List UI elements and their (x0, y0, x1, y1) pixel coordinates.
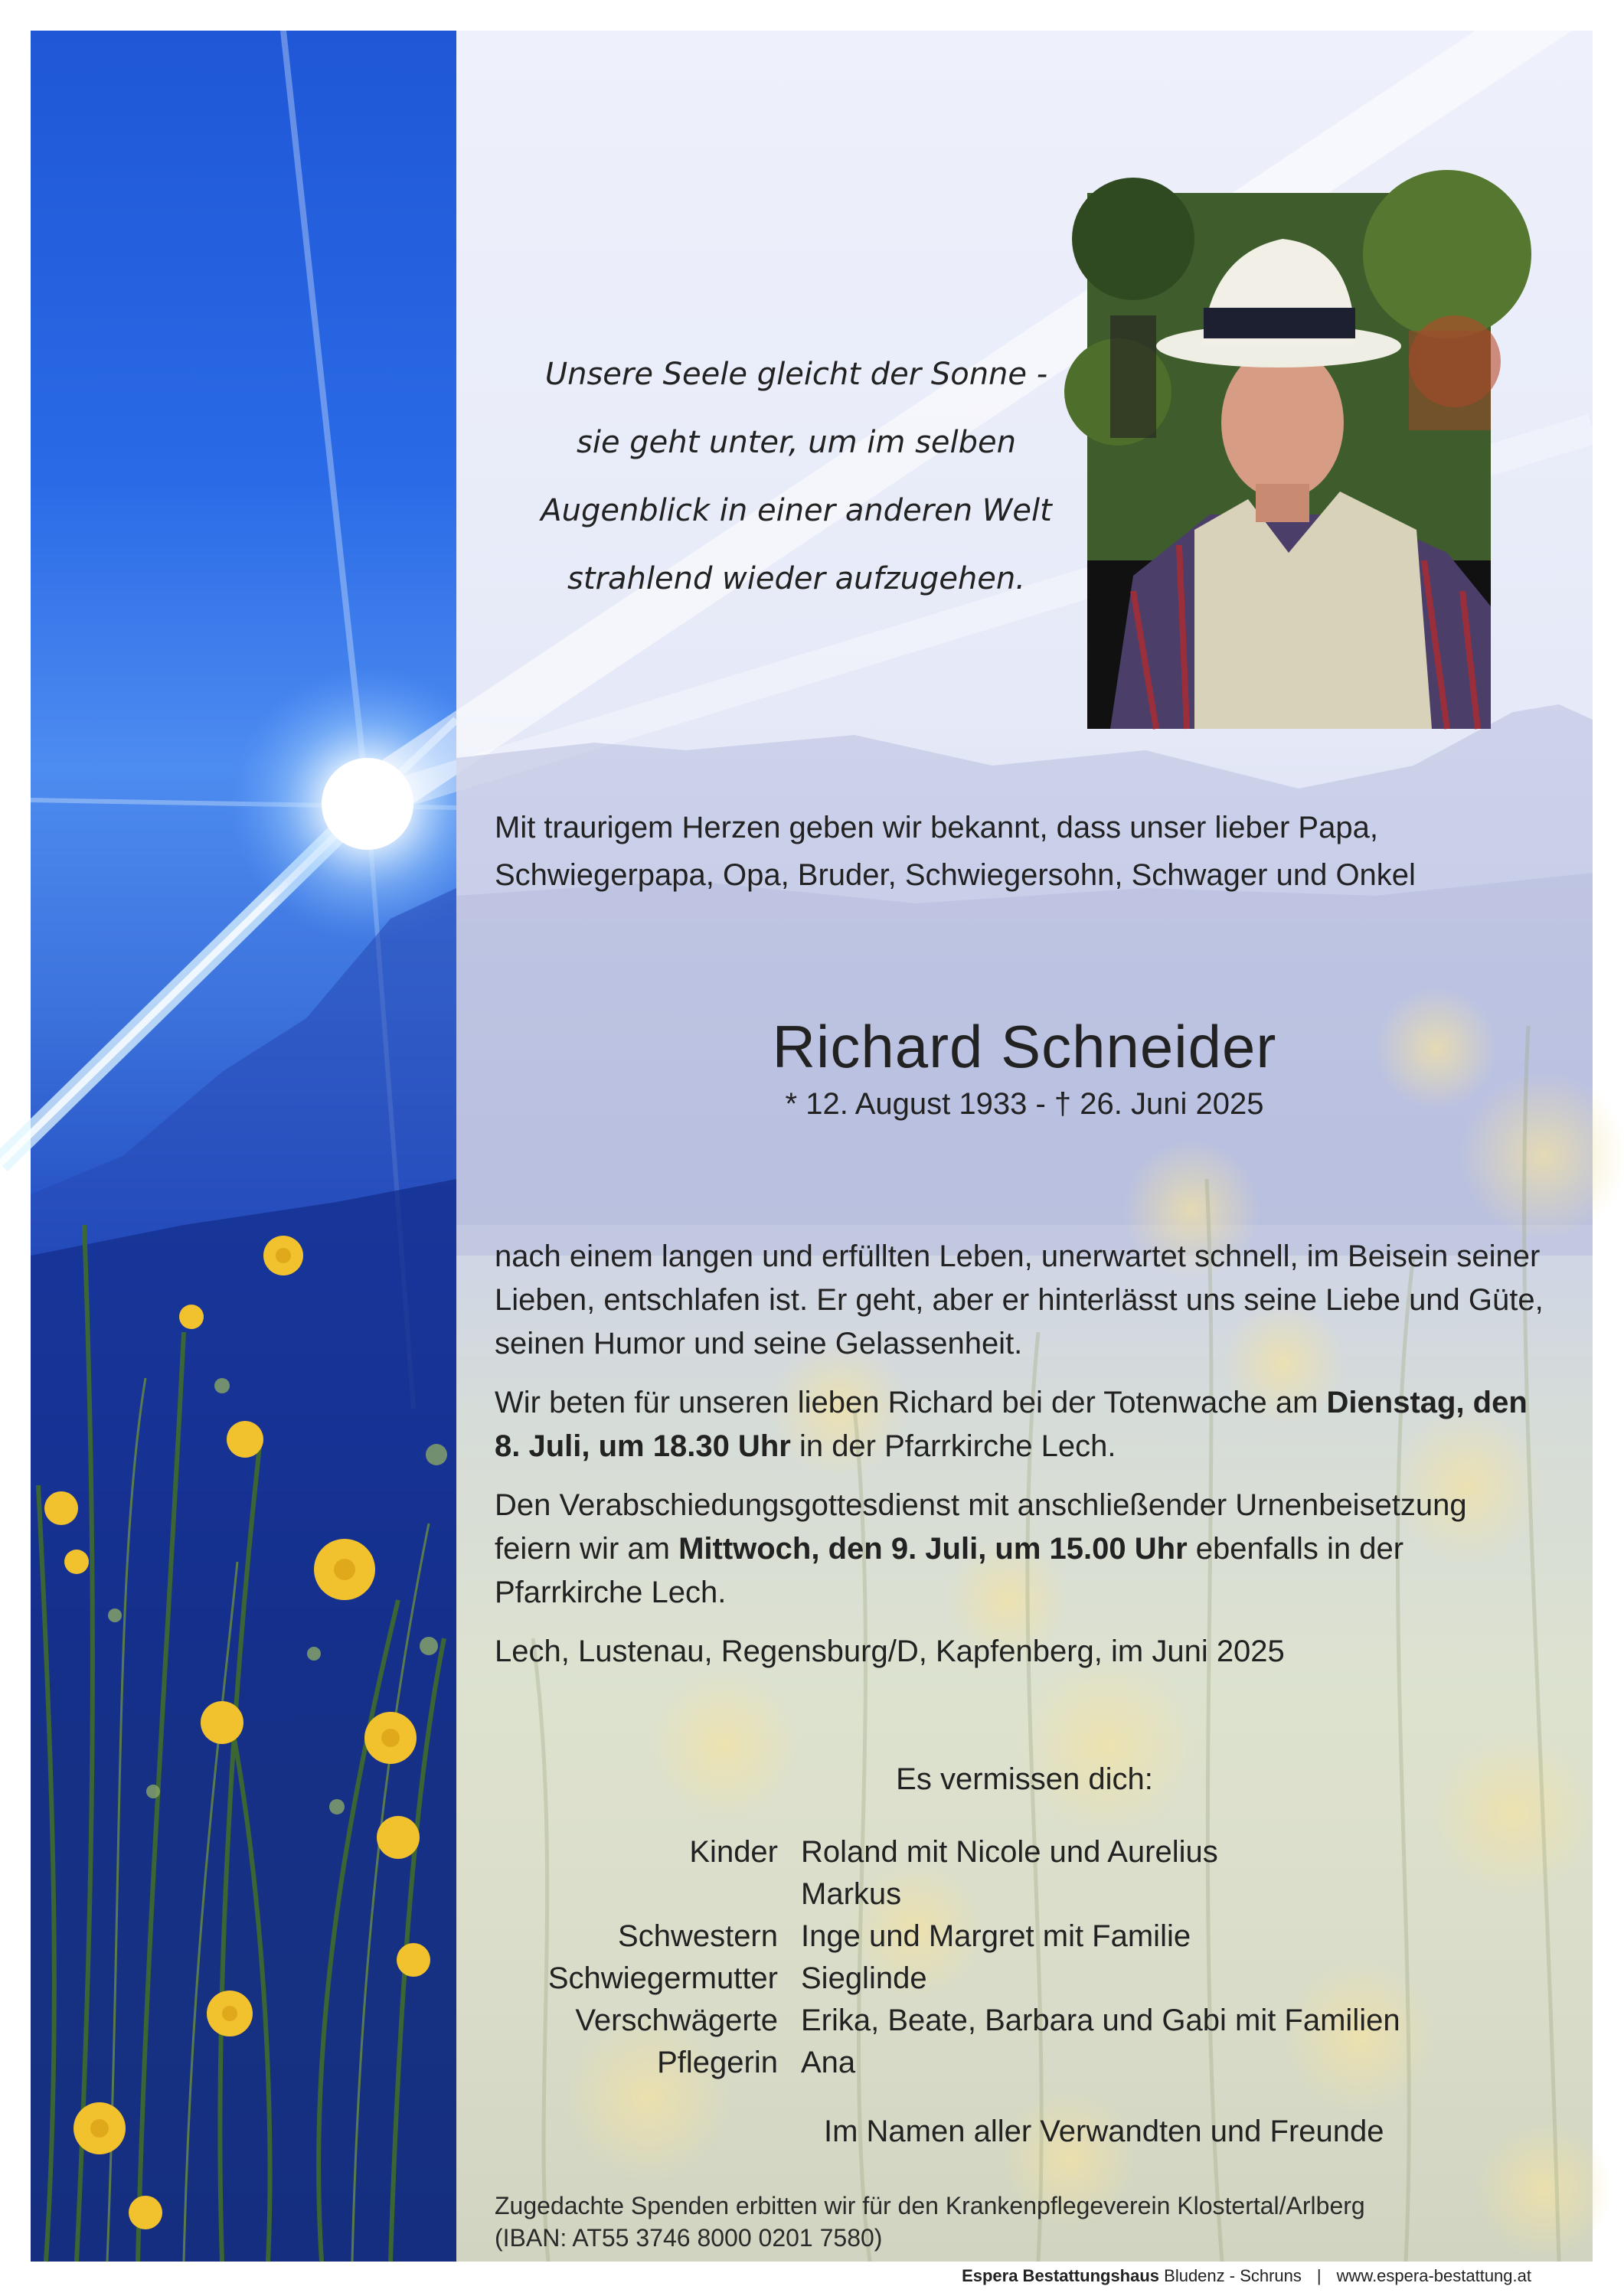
text: in der Pfarrkirche Lech. (790, 1429, 1116, 1463)
funeral-home-website[interactable]: www.espera-bestattung.at (1336, 2266, 1531, 2285)
mourner-relation: Pflegerin (657, 2046, 778, 2079)
mourner-row (495, 1916, 1567, 1958)
mourner-relation: Kinder (689, 1835, 778, 1869)
mourner-relation (495, 1873, 801, 1916)
text: ebenfalls in der Pfarrkirche Lech. (495, 1532, 1404, 1609)
funeral-datetime: Mittwoch, den 9. Juli, um 15.00 Uhr (678, 1532, 1188, 1566)
obituary-body (495, 1235, 1551, 1689)
funeral-home-locations: Bludenz - Schruns (1159, 2266, 1302, 2285)
donation-note (495, 2190, 1567, 2254)
mourner-row (495, 1958, 1567, 2000)
mourner-relation: Schwiegermutter (547, 1961, 778, 1995)
iban: (IBAN: AT55 3746 8000 0201 7580) (495, 2224, 883, 2252)
mourner-row (495, 1873, 1567, 1916)
sunburst-flower-photo (31, 31, 456, 2262)
donation-line: Zugedachte Spenden erbitten wir für den Krankenpflegeverein Klostertal/Arlberg (495, 2192, 1365, 2219)
mourner-names: Inge und Margret mit Familie (801, 1919, 1191, 1953)
text: Wir beten für unseren lieben Richard bei der Totenwache am (495, 1386, 1327, 1419)
mourner-relation: Schwestern (618, 1919, 778, 1953)
closing-line: Im Namen aller Verwandten und Freunde (824, 2115, 1384, 2148)
wake-datetime: Dienstag, den 8. Juli, um 18.30 Uhr (495, 1386, 1528, 1463)
quote-line: Unsere Seele gleicht der Sonne - (544, 357, 1048, 392)
obituary-card (31, 31, 1593, 2285)
announcement-intro (495, 804, 1536, 899)
paragraph-funeral (495, 1484, 1551, 1615)
intro-line: Mit traurigem Herzen geben wir bekannt, dass unser lieber Papa, (495, 811, 1378, 844)
deceased-name: Richard Schneider (772, 1013, 1277, 1080)
text: Den Verabschiedungsgottesdienst mit anschließender Urnenbeisetzung feiern wir am (495, 1488, 1467, 1566)
life-dates: * 12. August 1933 - † 26. Juni 2025 (785, 1087, 1264, 1121)
mourners-list (495, 1831, 1567, 2084)
quote-line: strahlend wieder aufzugehen. (567, 561, 1025, 596)
quote-line: Augenblick in einer anderen Welt (541, 493, 1052, 528)
mourner-names: Ana (801, 2046, 856, 2079)
mourners-title: Es vermissen dich: (896, 1762, 1153, 1796)
mourner-names: Roland mit Nicole und Aurelius (801, 1835, 1218, 1869)
mourner-row (495, 2042, 1567, 2084)
mourner-relation: Verschwägerte (575, 2004, 778, 2037)
place-and-date: Lech, Lustenau, Regensburg/D, Kapfenberg, im Juni 2025 (495, 1635, 1285, 1668)
paragraph-life: nach einem langen und erfüllten Leben, unerwartet schnell, im Beisein seiner Lieben, entschlafen ist. Er geht, aber er hinterlässt uns seine Liebe und Güte, seinen Humor und seine Gelassenheit. (495, 1239, 1544, 1360)
funeral-home-name: Espera Bestattungshaus (962, 2266, 1160, 2285)
paragraph-wake (495, 1381, 1551, 1468)
quote-line: sie geht unter, um im selben (577, 425, 1016, 460)
funeral-home-footer (962, 2266, 1531, 2286)
mourner-names: Erika, Beate, Barbara und Gabi mit Familien (801, 2004, 1400, 2037)
memorial-quote (505, 341, 1087, 613)
mourner-names: Markus (801, 1877, 902, 1911)
mourner-names: Sieglinde (801, 1961, 927, 1995)
mourner-row (495, 2000, 1567, 2042)
footer-separator: | (1316, 2266, 1322, 2285)
intro-line: Schwiegerpapa, Opa, Bruder, Schwiegersohn, Schwager und Onkel (495, 858, 1416, 892)
mourner-row (495, 1831, 1567, 1873)
portrait-photo (1087, 193, 1491, 729)
